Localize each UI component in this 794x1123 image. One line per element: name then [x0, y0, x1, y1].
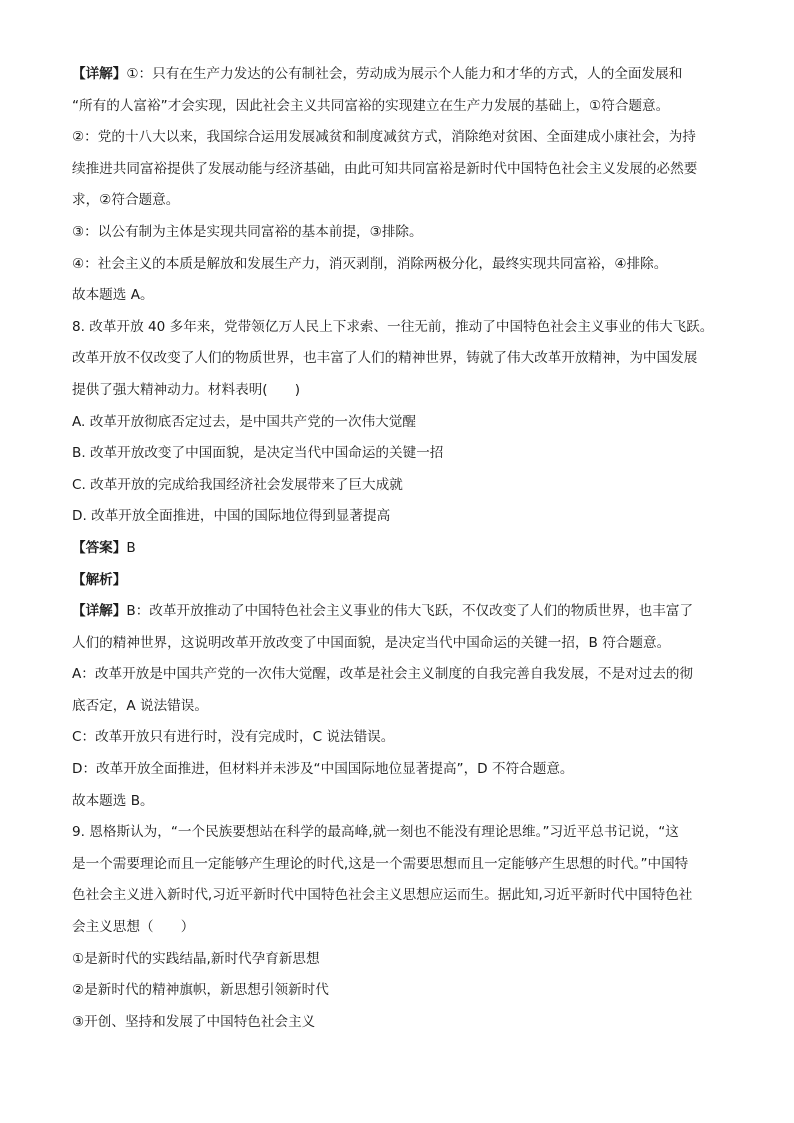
q7-explain-line-6: ③：以公有制为主体是实现共同富裕的基本前提，③排除。: [72, 223, 423, 240]
q9-stem-line-2: 是一个需要理论而且一定能够产生理论的时代,这是一个需要思想而且一定能够产生思想的时代。”中国特: [72, 855, 689, 872]
q7-explain-line-1: [72, 64, 732, 85]
q7-explain-line-2: “所有的人富裕”才会实现，因此社会主义共同富裕的实现建立在生产力发展的基础上，①符合题意。: [72, 97, 670, 114]
q7-explain-line-5: 求，②符合题意。: [72, 192, 180, 209]
q9-stem-line-3: 色社会主义进入新时代,习近平新时代中国特色社会主义思想应运而生。据此知,习近平新时代中国特色社: [72, 887, 693, 904]
q9-item-3: ③开创、坚持和发展了中国特色社会主义: [72, 1013, 316, 1030]
explain-tag: 【详解】: [72, 603, 127, 620]
q8-explain-line-2: 人们的精神世界，这说明改革开放改变了中国面貌，是决定当代中国命运的关键一招，B 符合题意。: [72, 634, 671, 651]
q7-conclusion: 故本题选 A。: [72, 287, 154, 304]
q7-explain-line-7: ④：社会主义的本质是解放和发展生产力，消灭剥削，消除两极分化，最终实现共同富裕，④排除。: [72, 255, 668, 272]
explain-tag: 【详解】: [72, 66, 127, 82]
q9-item-1: ①是新时代的实践结晶,新时代孕育新思想: [72, 950, 320, 967]
analysis-tag: 【解析】: [72, 571, 127, 588]
q8-stem-line-3: 提供了强大精神动力。材料表明( ): [72, 381, 301, 398]
explain-text: B：改革开放推动了中国特色社会主义事业的伟大飞跃，不仅改变了人们的物质世界，也丰富了: [126, 603, 694, 620]
q8-explain-line-4: 底否定，A 说法错误。: [72, 697, 208, 714]
q8-option-a: A. 改革开放彻底否定过去，是中国共产党的一次伟大觉醒: [72, 413, 416, 430]
q8-analysis: [72, 570, 732, 591]
q8-conclusion: 故本题选 B。: [72, 792, 154, 809]
q8-explain-line-3: A：改革开放是中国共产党的一次伟大觉醒，改革是社会主义制度的自我完善自我发展，不是对过去的彻: [72, 666, 694, 683]
q9-item-2: ②是新时代的精神旗帜，新思想引领新时代: [72, 982, 329, 999]
explain-text: ①：只有在生产力发达的公有制社会，劳动成为展示个人能力和才华的方式，人的全面发展和: [126, 66, 683, 82]
q8-stem-line-1: 8. 改革开放 40 多年来，党带领亿万人民上下求索、一往无前，推动了中国特色社会主义事业的伟大飞跃。: [72, 318, 714, 335]
q9-stem-line-1: 9. 恩格斯认为，“一个民族要想站在科学的最高峰,就一刻也不能没有理论思维。”习近平总书记说，“这: [72, 824, 679, 841]
q8-option-d: D. 改革开放全面推进，中国的国际地位得到显著提高: [72, 508, 391, 525]
page-content: [72, 64, 732, 1043]
q9-stem-line-4: 会主义思想（ ）: [72, 919, 195, 936]
q8-explain-line-5: C：改革开放只有进行时，没有完成时，C 说法错误。: [72, 729, 395, 746]
answer-value: B: [126, 539, 136, 556]
q7-explain-line-3: ②：党的十八大以来，我国综合运用发展减贫和制度减贫方式，消除绝对贫困、全面建成小康社会，为持: [72, 129, 696, 146]
q8-option-c: C. 改革开放的完成给我国经济社会发展带来了巨大成就: [72, 476, 403, 493]
q8-explain-line-1: [72, 601, 732, 622]
q8-answer: [72, 538, 732, 559]
q8-explain-line-6: D：改革开放全面推进，但材料并未涉及“中国国际地位显著提高”，D 不符合题意。: [72, 761, 574, 778]
q8-option-b: B. 改革开放改变了中国面貌，是决定当代中国命运的关键一招: [72, 445, 444, 462]
q7-explain-line-4: 续推进共同富裕提供了发展动能与经济基础，由此可知共同富裕是新时代中国特色社会主义发展的必然要: [72, 160, 698, 177]
q8-stem-line-2: 改革开放不仅改变了人们的物质世界，也丰富了人们的精神世界，铸就了伟大改革开放精神，为中国发展: [72, 350, 698, 367]
answer-tag: 【答案】: [72, 539, 127, 556]
